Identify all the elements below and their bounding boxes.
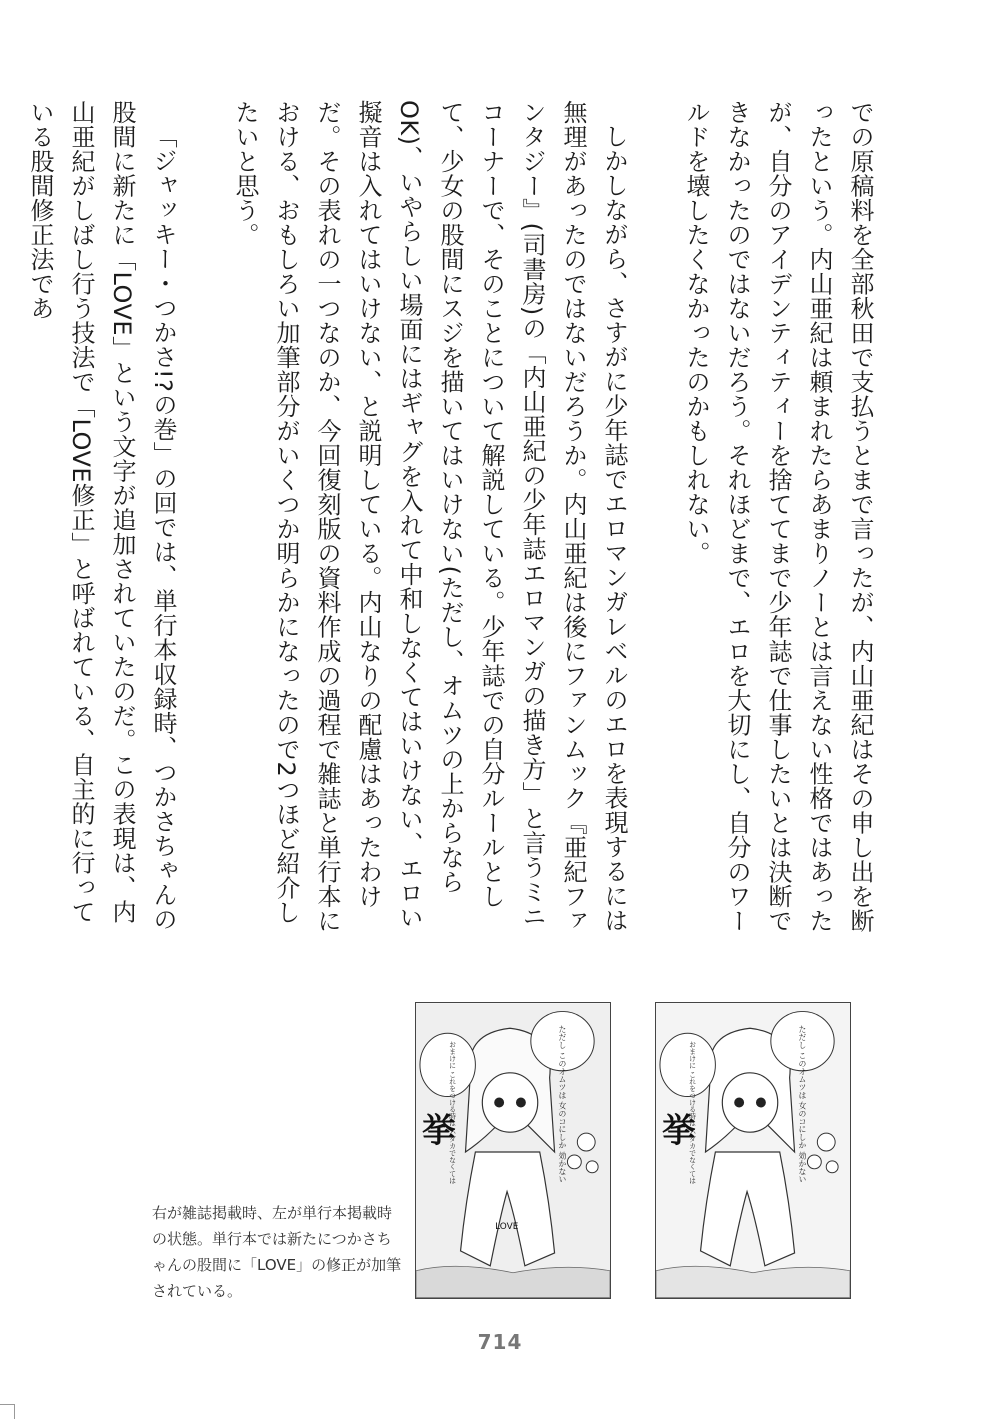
manga-illustration-left xyxy=(416,1003,610,1298)
bubble-text-left: おまけに これをつける時は ハダカでなくては xyxy=(447,1041,456,1184)
sfx-text: 挙 xyxy=(421,1111,456,1151)
sfx-text: 挙 xyxy=(661,1111,696,1151)
paragraph-3: 「ジャッキー・つかさ!?の巻」の回では、単行本収録時、つかさちゃんの股間に新たに「LOVE」という文字が追加されていたのだ。この表現は、内山亜紀がしばし行う技法で「LOVE修正」と呼ばれている、自主的に行っている股間修正法であ xyxy=(26,100,177,932)
paragraph-1: での原稿料を全部秋田で支払うとまで言ったが、内山亜紀はその申し出を断ったという。内山亜紀は頼まれたらあまりノーとは言えない性格ではあったが、自分のアイデンティティーを捨ててまで少年誌で仕事したいとは決断できなかったのではないだろう。それほどまで、エロを大切にし、自分のワールドを壊したくなかったのかもしれない。 xyxy=(682,100,874,933)
manga-illustration-right xyxy=(656,1003,850,1298)
bubble-text-right: ただし このオムツは 女のコにしか 効かない xyxy=(557,1025,567,1184)
paragraph-2: しかしながら、さすがに少年誌でエロマンガレベルのエロを表現するには無理があったのではないだろうか。内山亜紀は後にファンムック『亜紀ファンタジー』(司書房)の「内山亜紀の少年誌エロマンガの描き方」と言うミニコーナーで、そのことについて解説している。少年誌での自分ルールとして、少女の股間にスジを描いてはいけない(ただし、オムツの上からならOK)、いやらしい場面にはギャグを入れて中和しなくてはいけない、エロい擬音は入れてはいけない、と説明している。内山なりの配慮はあったわけだ。その表れの一つなのか、今回復刻版の資料作成の過程で雑誌と単行本における、おもしろい加筆部分がいくつか明らかになったので2つほど紹介したいと思う。 xyxy=(231,100,628,933)
manga-panel-magazine-version xyxy=(655,1002,851,1299)
corner-mark xyxy=(0,1404,15,1419)
page-number: 714 xyxy=(477,1330,523,1354)
bubble-text-left: おまけに これをつける時は ハダカでなくては xyxy=(687,1041,696,1184)
bubble-text-right: ただし このオムツは 女のコにしか 効かない xyxy=(797,1025,807,1184)
body-text xyxy=(19,100,880,940)
figure-caption: 右が雑誌掲載時、左が単行本掲載時の状態。単行本では新たにつかさちゃんの股間に「LOVE」の修正が加筆されている。 xyxy=(152,1204,402,1300)
love-mark: LOVE xyxy=(495,1222,519,1233)
manga-panel-book-version xyxy=(415,1002,611,1299)
